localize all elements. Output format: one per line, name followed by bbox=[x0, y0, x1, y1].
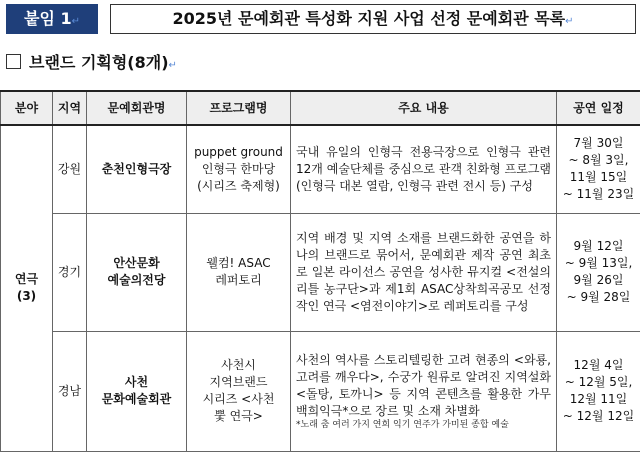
document-title bbox=[110, 4, 636, 34]
schedule-line: 11월 15일 bbox=[560, 169, 637, 186]
content-cell: 지역 배경 및 지역 소재를 브랜드화한 공연을 하나의 브랜드로 묶어서, 문예회관 제작 공연 최초로 일본 라이선스 공연을 성사한 뮤지컬 <전설의 리틀 농구단>과 제1회 ASAC상착희곡공모 선정작인 연극 <염전이야기>로 레퍼토리를 구성 bbox=[291, 213, 557, 331]
table-header-row bbox=[1, 91, 640, 125]
content-footnote: *노래 춤 여러 가지 연희 익기 연주가 가미된 종합 예술 bbox=[296, 420, 551, 431]
region-cell: 경남 bbox=[53, 331, 87, 451]
program-line: 인형극 한마당 bbox=[190, 161, 287, 178]
col-header-region: 지역 bbox=[53, 91, 87, 125]
region-cell: 강원 bbox=[53, 125, 87, 213]
category-cell bbox=[1, 125, 53, 451]
document-title-text: 2025년 문예회관 특성화 지원 사업 선정 문예회관 목록 bbox=[172, 9, 565, 28]
schedule-line: 7월 30일 bbox=[560, 135, 637, 152]
schedule-cell bbox=[557, 331, 640, 451]
content-cell bbox=[291, 331, 557, 451]
program-cell bbox=[187, 331, 291, 451]
program-line: 시리즈 <사천 bbox=[190, 391, 287, 408]
col-header-schedule: 공연 일정 bbox=[557, 91, 640, 125]
content-text: 사천의 역사를 스토리텔링한 고려 현종의 <와룡, 고려를 깨우다>, 수궁가 원류로 알려진 지역설화 <돌탕, 토까니> 등 지역 콘텐츠를 활용한 가무백희익극*으로 장르 및 소재 차별화 bbox=[296, 353, 551, 418]
program-line: 지역브랜드 bbox=[190, 374, 287, 391]
col-header-field: 분야 bbox=[1, 91, 53, 125]
schedule-line: 9월 12일 bbox=[560, 238, 637, 255]
content-cell: 국내 유일의 인형극 전용극장으로 인형극 관련 12개 예술단체를 중심으로 관객 친화형 프로그램(인형극 대본 열람, 인형극 관련 전시 등) 구성 bbox=[291, 125, 557, 213]
venue-cell bbox=[87, 213, 187, 331]
schedule-line: ~ 9월 13일, bbox=[560, 255, 637, 272]
attachment-badge bbox=[6, 4, 98, 34]
schedule-line: ~ 12월 12일 bbox=[560, 408, 637, 425]
venue-line: 사천 bbox=[90, 374, 183, 391]
section-heading bbox=[6, 50, 177, 73]
square-bullet-icon bbox=[6, 54, 21, 69]
schedule-cell bbox=[557, 125, 640, 213]
venue-table bbox=[0, 90, 640, 452]
attachment-badge-label: 붙임 1 bbox=[24, 9, 72, 28]
program-line: 사천시 bbox=[190, 357, 287, 374]
document-header bbox=[6, 4, 636, 34]
venue-cell bbox=[87, 125, 187, 213]
return-mark-icon: ↵ bbox=[72, 16, 80, 27]
schedule-line: 12월 11일 bbox=[560, 391, 637, 408]
table-row bbox=[1, 213, 640, 331]
table-row bbox=[1, 125, 640, 213]
program-line: 뿣 연극> bbox=[190, 408, 287, 425]
venue-line: 안산문화 bbox=[90, 255, 183, 272]
venue-cell bbox=[87, 331, 187, 451]
col-header-content: 주요 내용 bbox=[291, 91, 557, 125]
program-line: 레퍼토리 bbox=[190, 272, 287, 289]
schedule-line: ~ 11월 23일 bbox=[560, 186, 637, 203]
program-line: (시리즈 축제형) bbox=[190, 178, 287, 195]
schedule-line: 9월 26일 bbox=[560, 272, 637, 289]
venue-line: 예술의전당 bbox=[90, 272, 183, 289]
venue-line: 문화예술회관 bbox=[90, 391, 183, 408]
program-cell bbox=[187, 213, 291, 331]
category-name: 연극 bbox=[4, 271, 49, 288]
return-mark-icon: ↵ bbox=[565, 16, 573, 27]
program-line: puppet ground bbox=[190, 144, 287, 161]
program-line: 웰컴! ASAC bbox=[190, 255, 287, 272]
table-row bbox=[1, 331, 640, 451]
section-title: 브랜드 기획형(8개) bbox=[29, 53, 169, 72]
schedule-line: 12월 4일 bbox=[560, 357, 637, 374]
return-mark-icon: ↵ bbox=[169, 60, 177, 71]
schedule-cell bbox=[557, 213, 640, 331]
schedule-line: ~ 9월 28일 bbox=[560, 289, 637, 306]
category-count: (3) bbox=[4, 288, 49, 305]
region-cell: 경기 bbox=[53, 213, 87, 331]
venue-line: 춘천인형극장 bbox=[90, 161, 183, 178]
schedule-line: ~ 8월 3일, bbox=[560, 152, 637, 169]
col-header-venue: 문예회관명 bbox=[87, 91, 187, 125]
col-header-program: 프로그램명 bbox=[187, 91, 291, 125]
program-cell bbox=[187, 125, 291, 213]
schedule-line: ~ 12월 5일, bbox=[560, 374, 637, 391]
